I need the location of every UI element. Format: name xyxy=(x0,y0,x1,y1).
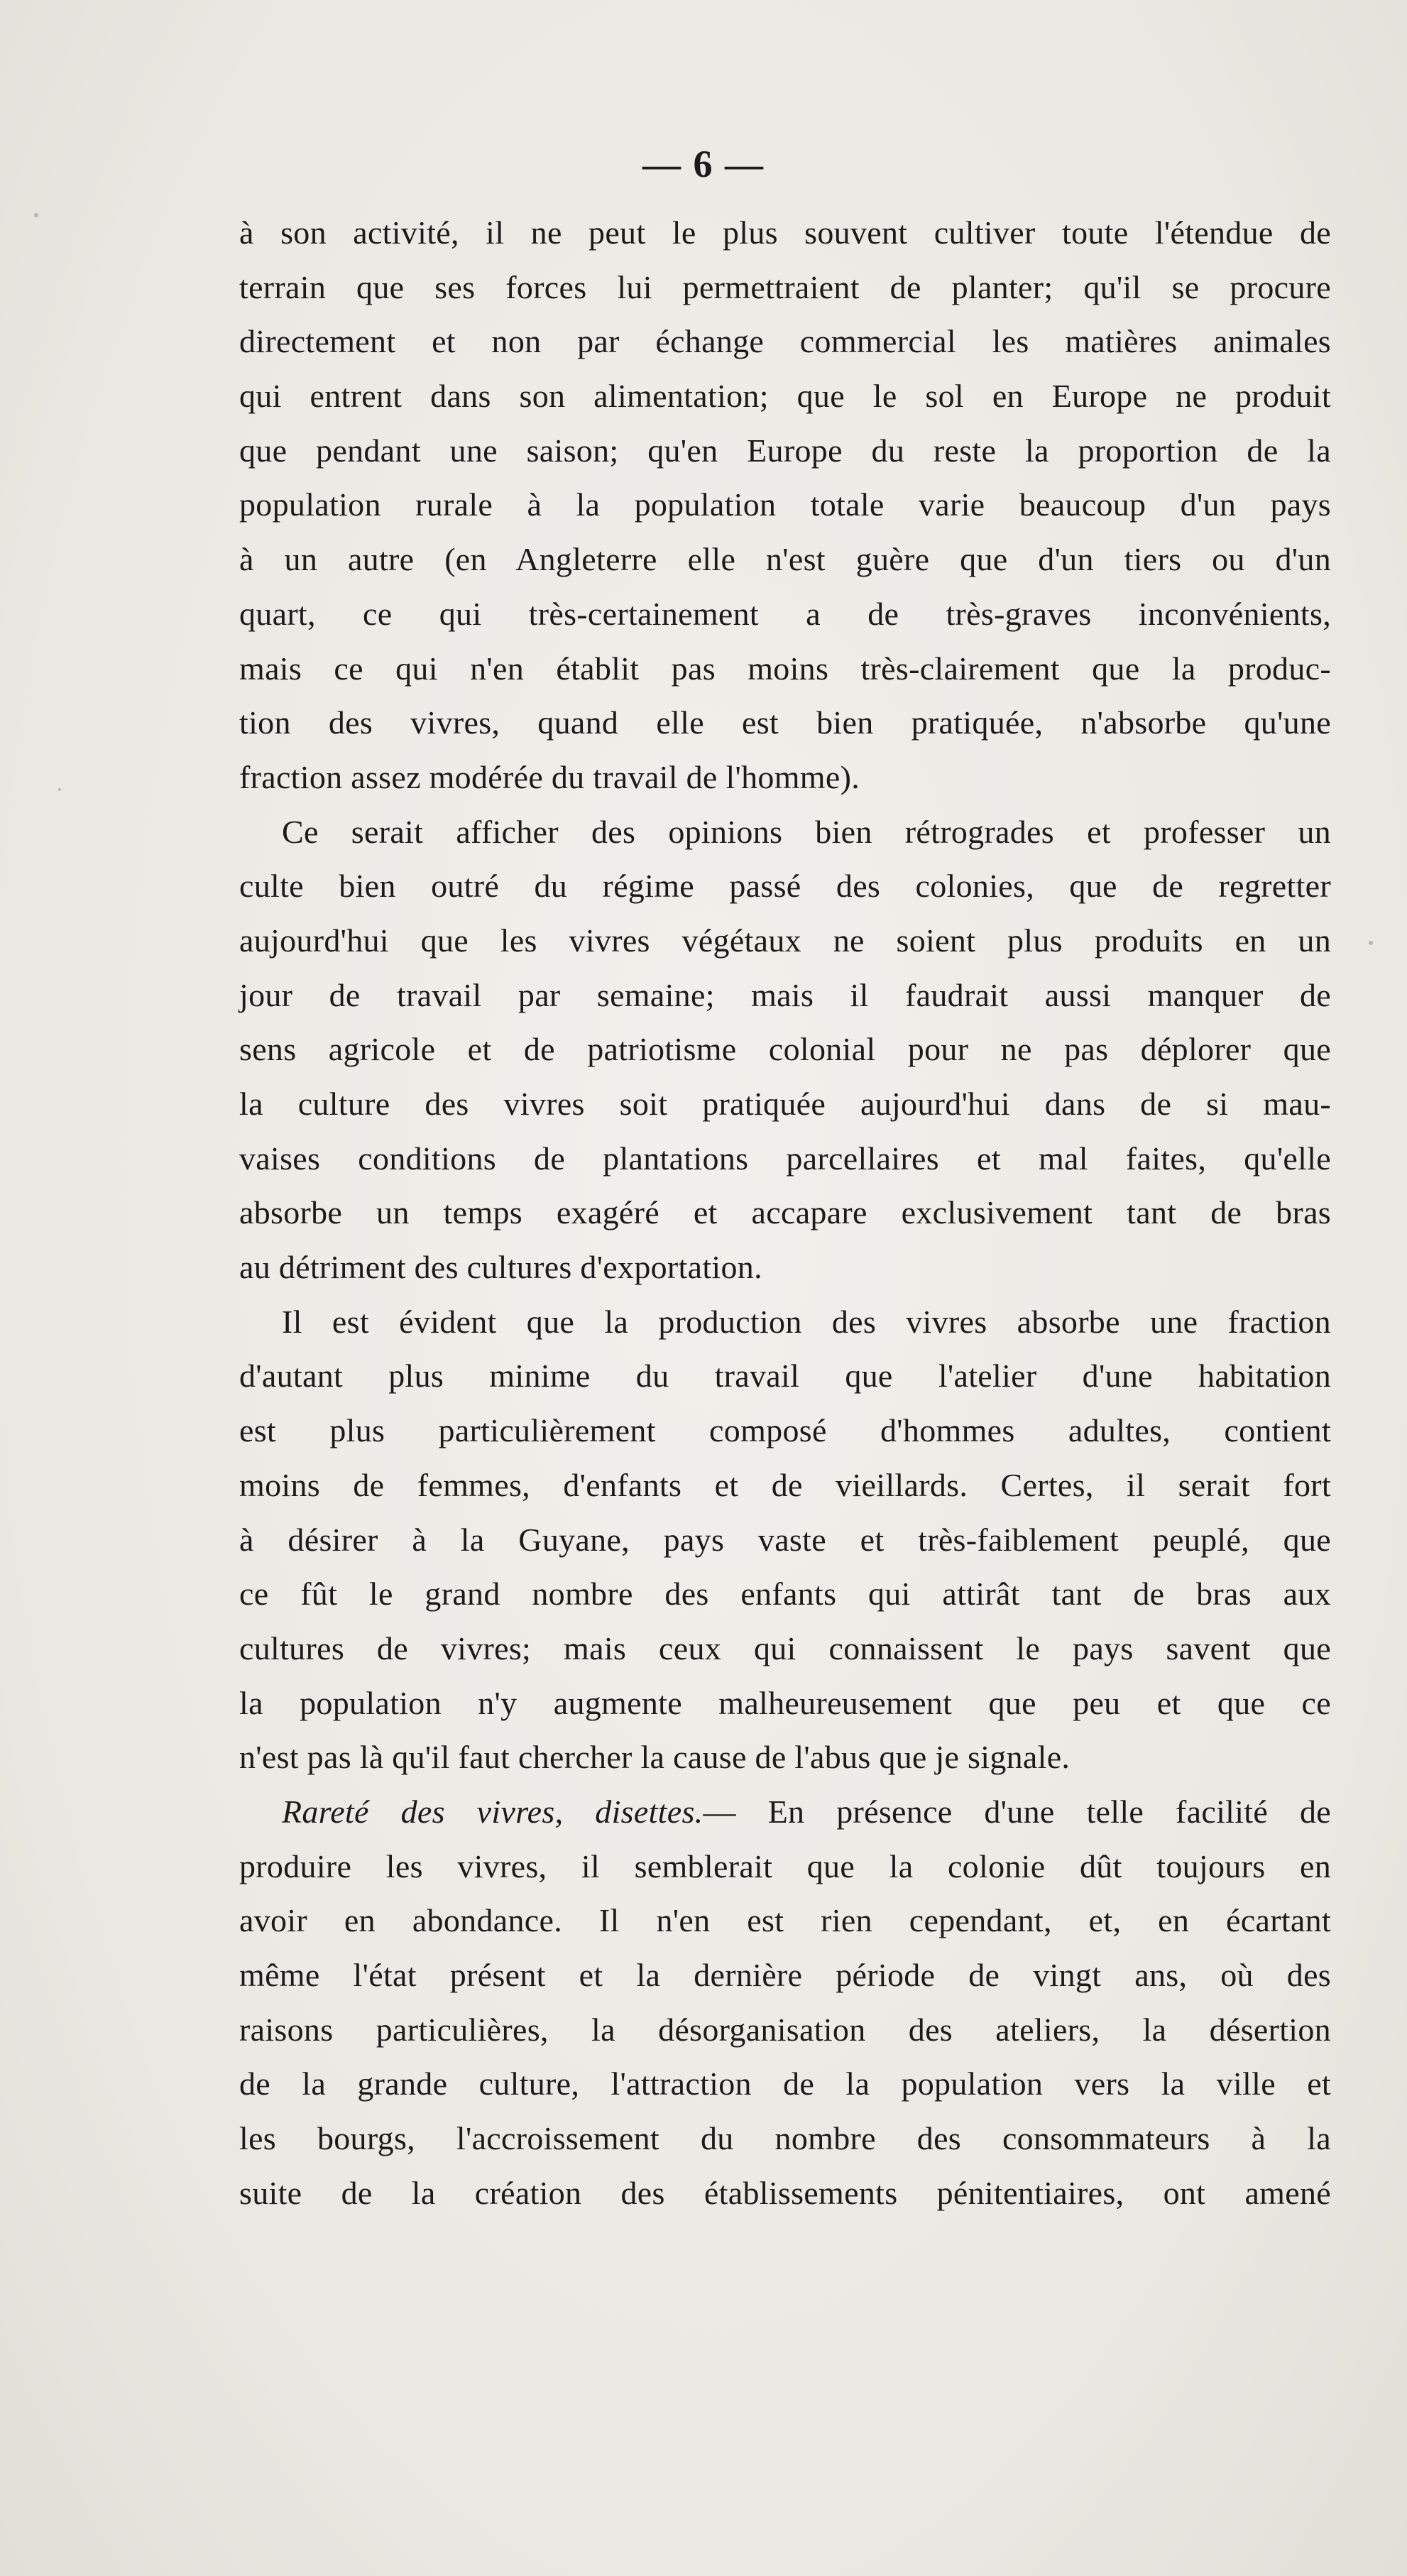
text-line: au détriment des cultures d'exportation. xyxy=(239,1249,762,1286)
text-line: quart, ce qui très-certainement a de très-graves inconvénients, xyxy=(239,595,1331,632)
text-line: raisons particulières, la désorganisation des ateliers, la désertion xyxy=(239,2011,1331,2048)
text-line xyxy=(239,1785,1331,1840)
paragraph-2 xyxy=(239,805,1331,1295)
text-line: qui entrent dans son alimentation; que le sol en Europe ne produit xyxy=(239,378,1331,415)
text-line: suite de la création des établissements pénitentiaires, ont amené xyxy=(239,2174,1331,2211)
text-line: aujourd'hui que les vivres végétaux ne soient plus produits en un xyxy=(239,922,1331,959)
text-line: que pendant une saison; qu'en Europe du reste la proportion de la xyxy=(239,432,1331,469)
text-run: — En présence d'une telle facilité de xyxy=(703,1793,1332,1830)
paper-speck xyxy=(1369,941,1373,945)
text-line: fraction assez modérée du travail de l'homme). xyxy=(239,758,860,795)
text-line: produire les vivres, il semblerait que la colonie dût toujours en xyxy=(239,1848,1331,1884)
text-line: absorbe un temps exagéré et accapare exclusivement tant de bras xyxy=(239,1194,1331,1231)
text-line: vaises conditions de plantations parcellaires et mal faites, qu'elle xyxy=(239,1140,1331,1177)
text-line: moins de femmes, d'enfants et de vieillards. Certes, il serait fort xyxy=(239,1466,1331,1503)
text-line: la population n'y augmente malheureusement que peu et que ce xyxy=(239,1684,1331,1721)
text-line: mais ce qui n'en établit pas moins très-clairement que la produc- xyxy=(239,650,1331,687)
text-line: de la grande culture, l'attraction de la population vers la ville et xyxy=(239,2065,1331,2102)
paragraph-1 xyxy=(239,206,1331,805)
text-line: la culture des vivres soit pratiquée aujourd'hui dans de si mau- xyxy=(239,1086,1331,1122)
text-line: ce fût le grand nombre des enfants qui attirât tant de bras aux xyxy=(239,1576,1331,1612)
text-line: tion des vivres, quand elle est bien pratiquée, n'absorbe qu'une xyxy=(239,704,1331,741)
text-line: est plus particulièrement composé d'hommes adultes, contient xyxy=(239,1412,1331,1449)
paper-speck xyxy=(58,788,61,791)
text-line: sens agricole et de patriotisme colonial pour ne pas déplorer que xyxy=(239,1031,1331,1068)
text-line: jour de travail par semaine; mais il faudrait aussi manquer de xyxy=(239,976,1331,1013)
paper-speck xyxy=(34,213,38,217)
text-line: les bourgs, l'accroissement du nombre des consommateurs à la xyxy=(239,2120,1331,2157)
text-line: à son activité, il ne peut le plus souvent cultiver toute l'étendue de xyxy=(239,214,1331,251)
text-line: à un autre (en Angleterre elle n'est guère que d'un tiers ou d'un xyxy=(239,541,1331,578)
text-line: n'est pas là qu'il faut chercher la cause de l'abus que je signale. xyxy=(239,1739,1071,1776)
text-line: avoir en abondance. Il n'en est rien cependant, et, en écartant xyxy=(239,1902,1331,1939)
text-line: directement et non par échange commercial les matières animales xyxy=(239,323,1331,360)
text-line: cultures de vivres; mais ceux qui connaissent le pays savent que xyxy=(239,1630,1331,1666)
body-text xyxy=(239,206,1331,2220)
paragraph-4 xyxy=(239,1785,1331,2221)
text-line: terrain que ses forces lui permettraient de planter; qu'il se procure xyxy=(239,268,1331,305)
text-line: population rurale à la population totale varie beaucoup d'un pays xyxy=(239,486,1331,523)
paragraph-3 xyxy=(239,1295,1331,1785)
text-line: Ce serait afficher des opinions bien rétrogrades et professer un xyxy=(282,813,1331,850)
text-line: même l'état présent et la dernière période de vingt ans, où des xyxy=(239,1957,1331,1993)
text-line: d'autant plus minime du travail que l'atelier d'une habitation xyxy=(239,1358,1331,1395)
section-heading: Rareté des vivres, disettes. xyxy=(282,1793,704,1830)
text-line: culte bien outré du régime passé des colonies, que de regretter xyxy=(239,868,1331,905)
text-line: à désirer à la Guyane, pays vaste et très-faiblement peuplé, que xyxy=(239,1521,1331,1558)
page-number: — 6 — xyxy=(642,143,765,185)
text-line: Il est évident que la production des vivres absorbe une fraction xyxy=(282,1303,1331,1340)
